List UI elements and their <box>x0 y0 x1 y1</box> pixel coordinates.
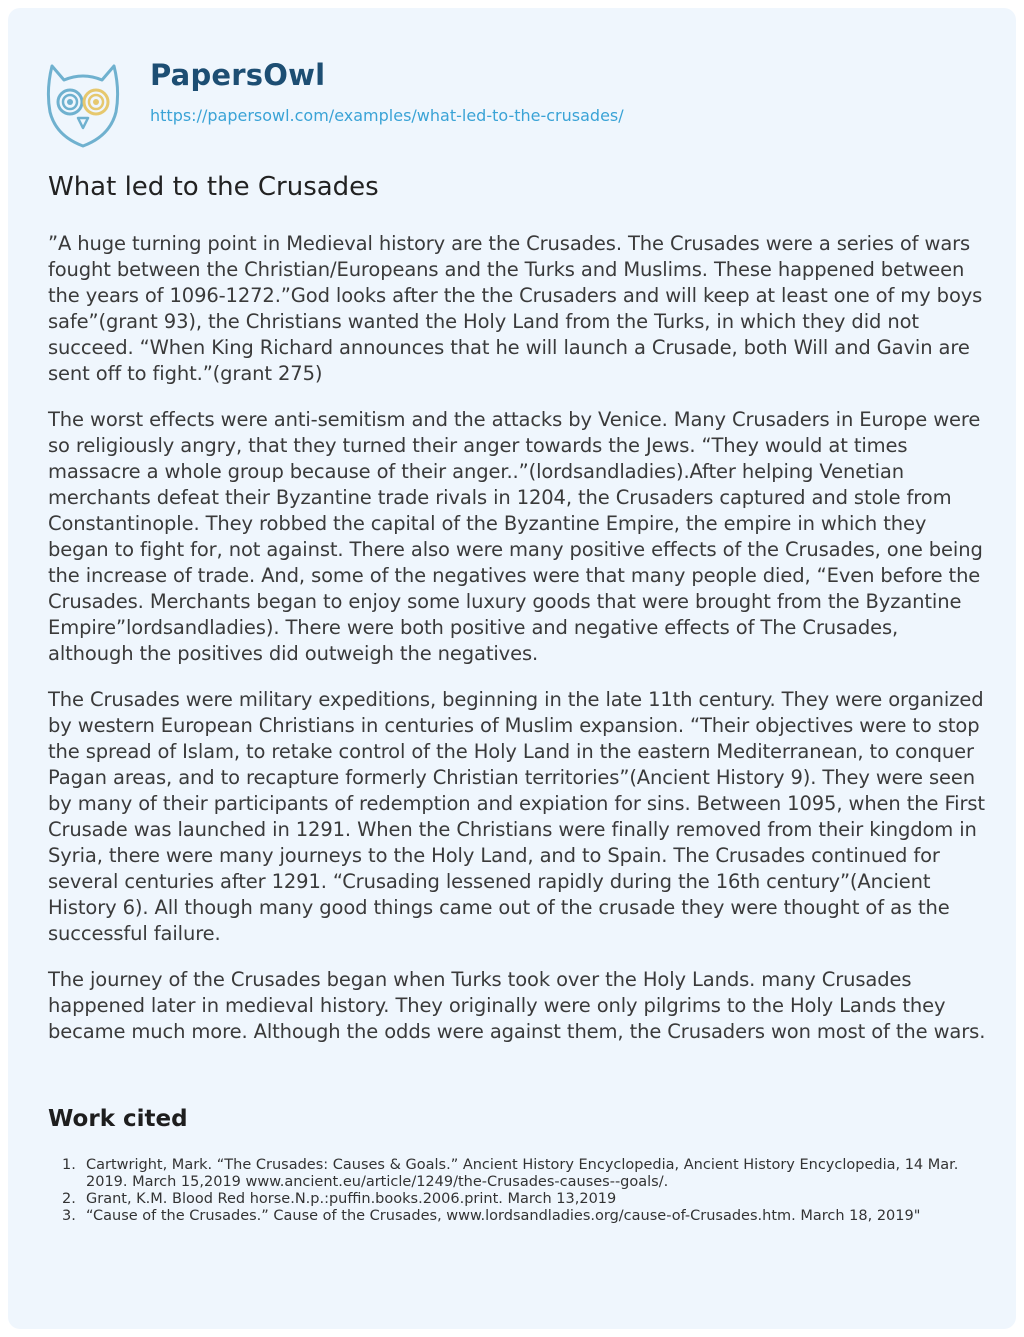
page-title: What led to the Crusades <box>48 172 379 202</box>
essay-paragraph: The journey of the Crusades began when Turks took over the Holy Lands. many Crusades happened later in medieval history. They originally were only pilgrims to the Holy Lands they became much more. Although the odds were against them, the Crusaders won most of the wars. <box>48 968 986 1043</box>
citation-number: 2. <box>62 1191 76 1207</box>
works-cited-heading: Work cited <box>48 1106 188 1132</box>
works-cited-list <box>62 1157 986 1225</box>
source-url-link[interactable]: https://papersowl.com/examples/what-led-to-the-crusades/ <box>150 106 624 125</box>
essay-paragraph: The worst effects were anti-semitism and the attacks by Venice. Many Crusaders in Europe were so religiously angry, that they turned their anger towards the Jews. “They would at times massacre a whole group because of their anger..”(lordsandladies).After helping Venetian merchants defeat their Byzantine trade rivals in 1204, the Crusaders captured and stole from Constantinople. They robbed the capital of the Byzantine Empire, the empire in which they began to fight for, not against. There also were many positive effects of the Crusades, one being the increase of trade. And, some of the negatives were that many people died, “Even before the Crusades. Merchants began to enjoy some luxury goods that were brought from the Byzantine Empire”lordsandladies). There were both positive and negative effects of The Crusades, although the positives did outweigh the negatives. <box>48 408 983 665</box>
essay-paragraph: The Crusades were military expeditions, beginning in the late 11th century. They were organized by western European Christians in centuries of Muslim expansion. “Their objectives were to stop the spread of Islam, to retake control of the Holy Land in the eastern Mediterranean, to conquer Pagan areas, and to recapture formerly Christian territories”(Ancient History 9). They were seen by many of their participants of redemption and expiation for sins. Between 1095, when the First Crusade was launched in 1291. When the Christians were finally removed from their kingdom in Syria, there were many journeys to the Holy Land, and to Spain. The Crusades continued for several centuries after 1291. “Crusading lessened rapidly during the 16th century”(Ancient History 6). All though many good things came out of the crusade they were thought of as the successful failure. <box>48 688 985 945</box>
essay-body <box>48 231 988 1065</box>
essay-paragraph: ”A huge turning point in Medieval history are the Crusades. The Crusades were a series of wars fought between the Christian/Europeans and the Turks and Muslims. These happened between the years of 1096-1272.”God looks after the the Crusaders and will keep at least one of my boys safe”(grant 93), the Christians wanted the Holy Land from the Turks, in which they did not succeed. “When King Richard announces that he will launch a Crusade, both Will and Gavin are sent off to fight.”(grant 275) <box>48 232 983 385</box>
brand-name[interactable]: PapersOwl <box>150 58 326 92</box>
citation-text: Grant, K.M. Blood Red horse.N.p.:puffin.books.2006.print. March 13,2019 <box>86 1191 617 1207</box>
citation-item <box>62 1157 986 1191</box>
citation-item <box>62 1208 986 1225</box>
citation-text: “Cause of the Crusades.” Cause of the Crusades, www.lordsandladies.org/cause-of-Crusades.htm. March 18, 2019" <box>86 1208 921 1224</box>
citation-text: Cartwright, Mark. “The Crusades: Causes & Goals.” Ancient History Encyclopedia, Ancient History Encyclopedia, 14 Mar. 2019. March 15,2019 www.ancient.eu/article/1249/the-Crusades-causes--goals/. <box>86 1157 959 1190</box>
citation-number: 1. <box>62 1157 76 1173</box>
citation-item <box>62 1191 986 1208</box>
citation-number: 3. <box>62 1208 76 1224</box>
owl-logo-icon[interactable] <box>44 60 122 148</box>
